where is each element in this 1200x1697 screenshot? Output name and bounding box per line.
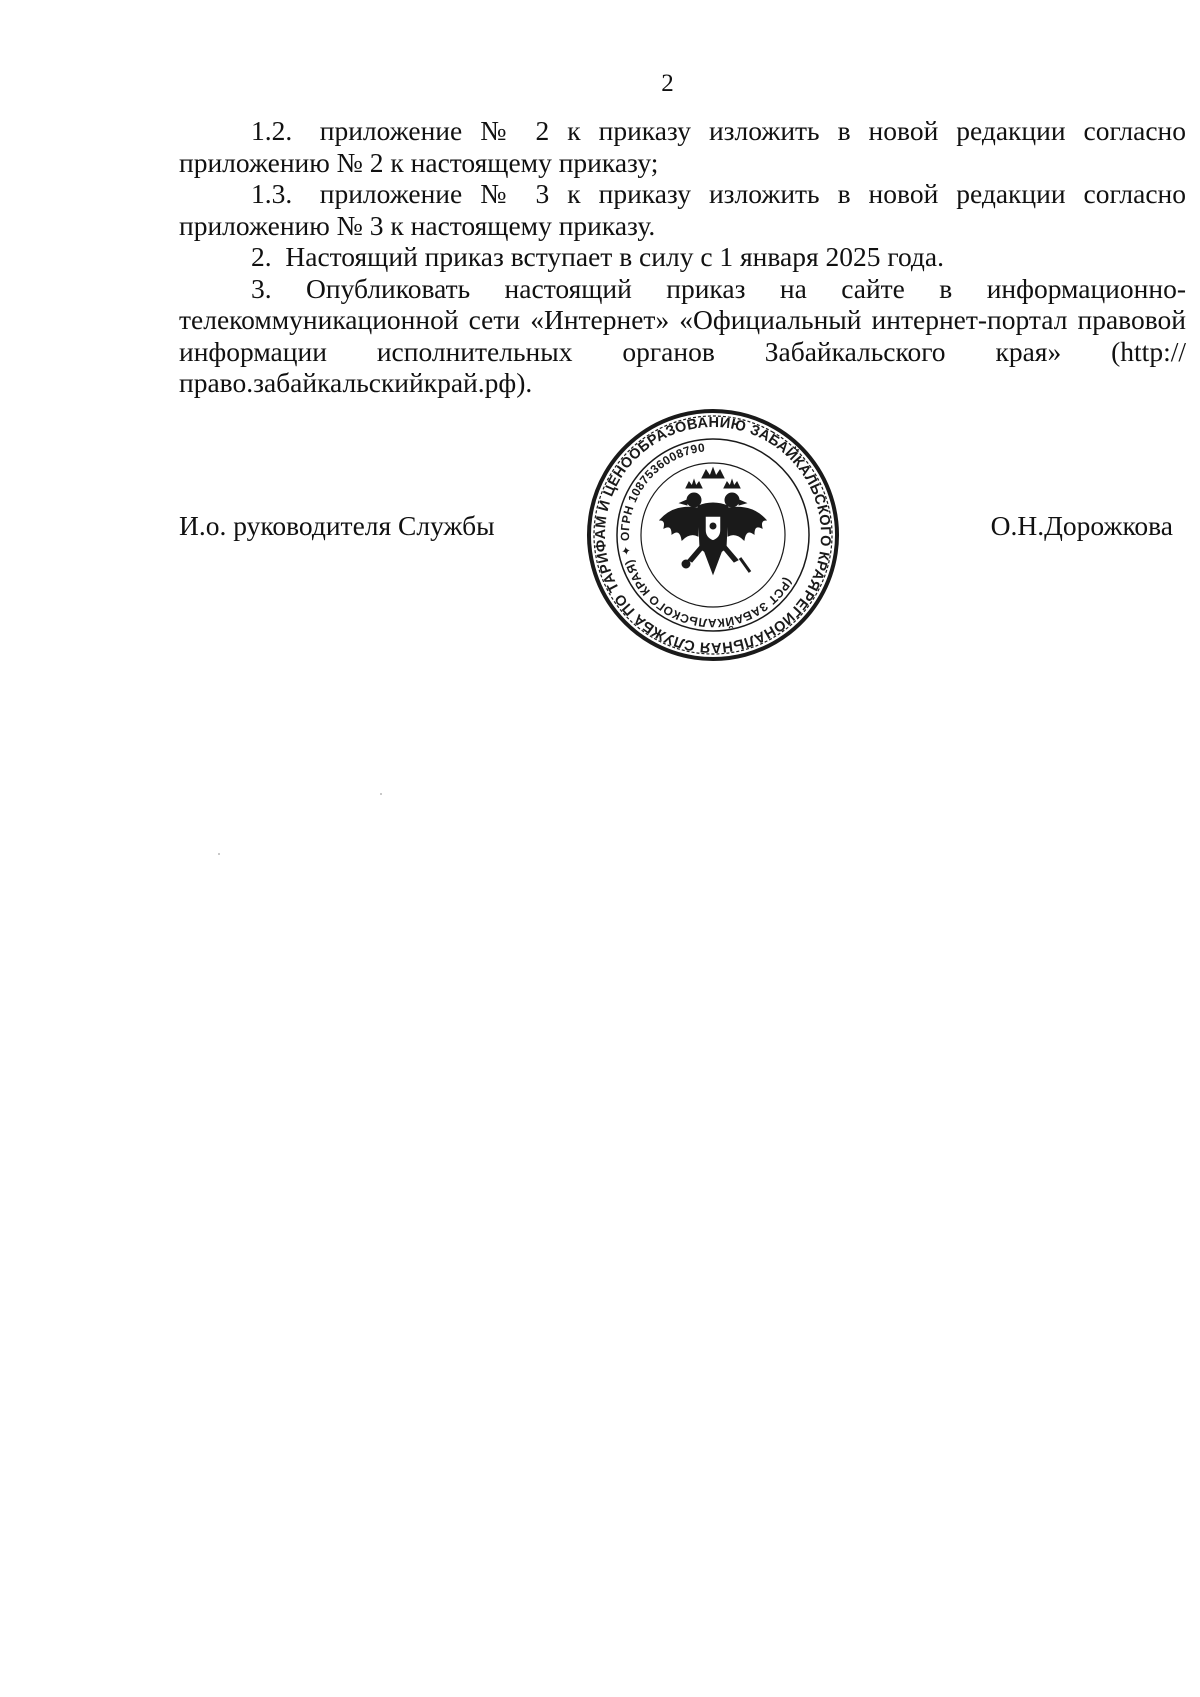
document-body xyxy=(179,115,1186,399)
paragraph-1-2: 1.2. приложение № 2 к приказу изложить в новой редакции согласно приложению № 2 к настоящему приказу; xyxy=(179,115,1186,178)
signatory-position: И.о. руководителя Службы xyxy=(179,510,495,541)
scan-speck xyxy=(218,853,220,855)
official-seal xyxy=(586,408,840,662)
signatory-name: О.Н.Дорожкова xyxy=(990,510,1173,541)
page-number: 2 xyxy=(661,70,674,97)
double-headed-eagle-emblem xyxy=(660,468,766,574)
seal-inner-text: (РСТ ЗАБАЙКАЛЬСКОГО КРАЯ) ✦ ОГРН 1087536008790 xyxy=(617,440,796,631)
seal-outer-text: РЕГИОНАЛЬНАЯ СЛУЖБА ПО ТАРИФАМ И ЦЕНООБРАЗОВАНИЮ ЗАБАЙКАЛЬСКОГО КРАЯ xyxy=(592,414,834,656)
scan-speck xyxy=(380,793,382,795)
paragraph-3: 3. Опубликовать настоящий приказ на сайте в информационно-телекоммуникационной сети «Интернет» «Официальный интернет-портал правовой информации исполнительных органов Забайкальского края» (http://право.забайкальскийкрай.рф). xyxy=(179,272,1186,398)
paragraph-1-3: 1.3. приложение № 3 к приказу изложить в новой редакции согласно приложению № 3 к настоящему приказу. xyxy=(179,178,1186,241)
paragraph-2: 2. Настоящий приказ вступает в силу с 1 января 2025 года. xyxy=(251,241,944,272)
